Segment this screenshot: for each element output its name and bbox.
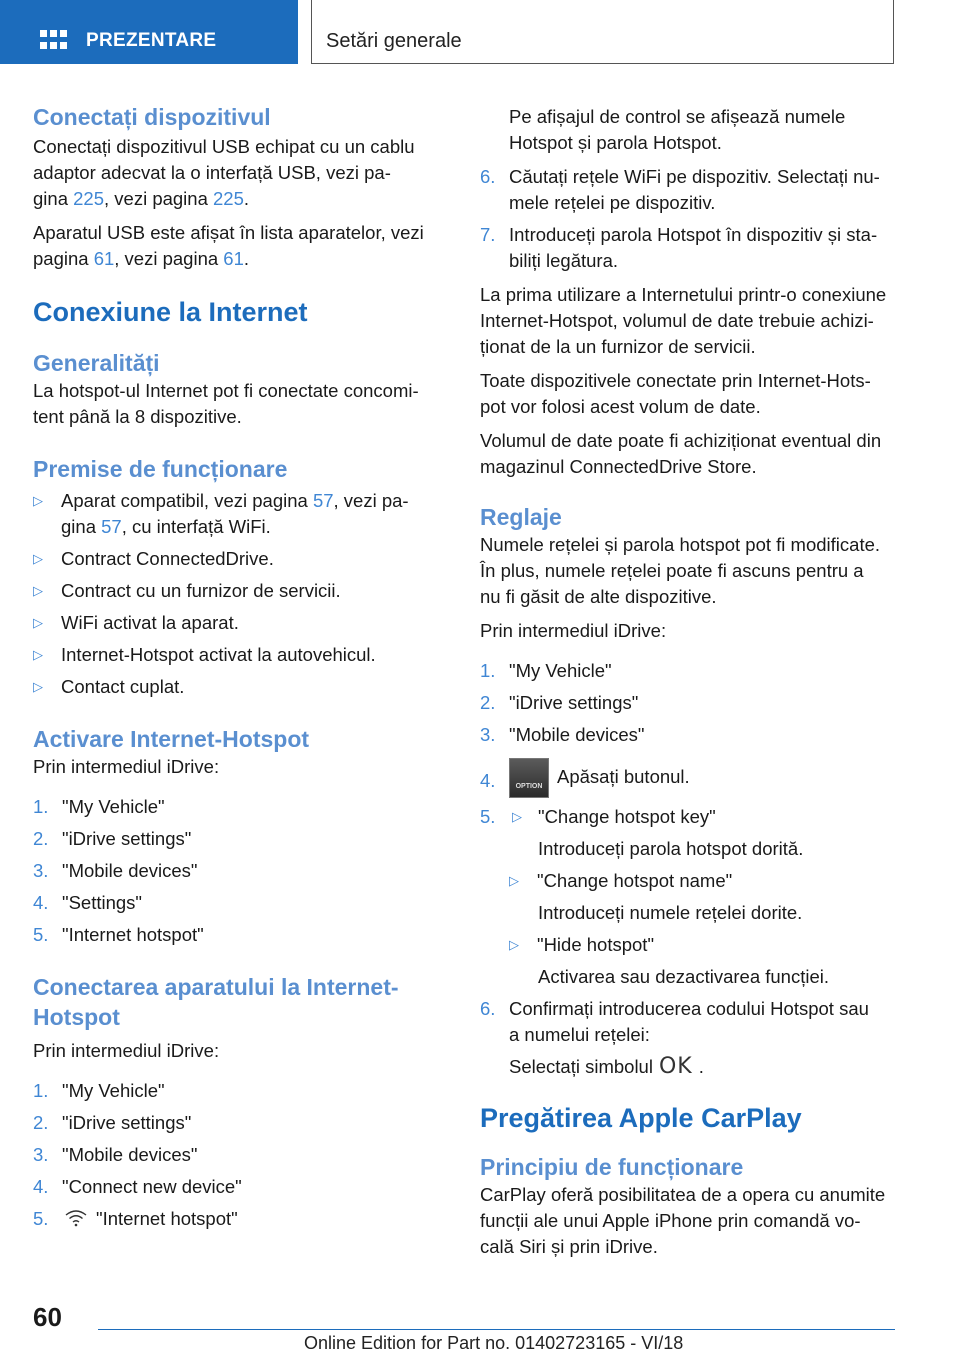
paragraph: Numele rețelei și parola hotspot pot fi modificate. În plus, numele rețelei poate fi ascuns pentru a nu fi găsit de alte dispozitive. bbox=[480, 534, 881, 607]
page-link[interactable]: 61 bbox=[93, 248, 115, 269]
list-item: ▷ Contract cu un furnizor de servicii. bbox=[33, 578, 443, 604]
list-item: 3. "Mobile devices" bbox=[33, 1144, 198, 1165]
triangle-bullet-icon: ▷ bbox=[33, 679, 43, 694]
paragraph: CarPlay oferă posibilitatea de a opera cu anumite funcții ale unui Apple iPhone prin comandă vo- cală Siri și prin iDrive. bbox=[480, 1184, 886, 1257]
list-item: ▷ Aparat compatibil, vezi pagina 57, vezi pa- gina 57, cu interfață WiFi. bbox=[33, 490, 409, 537]
list-item: ▷ WiFi activat la aparat. bbox=[33, 610, 443, 636]
list-item: ▷ "Hide hotspot" bbox=[509, 932, 900, 958]
heading-connect-device: Conectați dispozitivul bbox=[33, 104, 271, 130]
chapter-title: Setări generale bbox=[326, 30, 462, 52]
paragraph: Prin intermediul iDrive: bbox=[480, 620, 667, 641]
list-item: 6. Confirmați introducerea codului Hotspot sau a numelui rețelei: bbox=[480, 998, 869, 1045]
connect-steps bbox=[33, 1078, 443, 1232]
left-column bbox=[33, 100, 443, 1232]
ok-symbol-icon: OK bbox=[658, 1054, 693, 1079]
page-link[interactable]: 225 bbox=[73, 188, 104, 209]
list-item: 7. Introduceți parola Hotspot în dispozitiv și sta- biliți legătura. bbox=[480, 224, 878, 271]
heading-general: Generalități bbox=[33, 350, 160, 376]
triangle-bullet-icon: ▷ bbox=[509, 937, 519, 952]
paragraph: Activarea sau dezactivarea funcției. bbox=[538, 966, 830, 987]
list-item: 4. OPTION Apăsați butonul. bbox=[480, 758, 900, 798]
paragraph: Pe afișajul de control se afișează numele Hotspot și parola Hotspot. bbox=[509, 106, 846, 153]
list-item: 4. "Connect new device" bbox=[33, 1176, 242, 1197]
list-item: 5. "Internet hotspot" bbox=[33, 924, 204, 945]
paragraph: Introduceți parola hotspot dorită. bbox=[538, 838, 804, 859]
list-item: 5. "Internet hotspot" bbox=[33, 1208, 238, 1229]
list-item: 1. "My Vehicle" bbox=[33, 1080, 165, 1101]
right-column bbox=[480, 104, 900, 1260]
wifi-icon bbox=[64, 1208, 88, 1228]
list-item: ▷ Internet-Hotspot activat la autovehicul. bbox=[33, 642, 443, 668]
paragraph: Aparatul USB este afișat în lista aparatelor, vezi pagina 61, vezi pagina 61. bbox=[33, 222, 424, 269]
heading-internet-connection: Conexiune la Internet bbox=[33, 297, 308, 327]
section-label: PREZENTARE bbox=[86, 30, 217, 51]
triangle-bullet-icon: ▷ bbox=[33, 551, 43, 566]
page-link[interactable]: 225 bbox=[213, 188, 244, 209]
paragraph: Selectați simbolul OK . bbox=[509, 1054, 704, 1079]
list-item: 3. "Mobile devices" bbox=[33, 860, 198, 881]
confirm-step bbox=[480, 996, 900, 1048]
grid-menu-icon bbox=[40, 30, 68, 52]
prerequisites-list bbox=[33, 488, 443, 700]
sub-options bbox=[509, 932, 900, 958]
sub-options bbox=[509, 868, 900, 894]
paragraph: La prima utilizare a Internetului printr-o conexiune Internet-Hotspot, volumul de date trebuie achizi- ționat de la un furnizor de servicii. bbox=[480, 284, 887, 357]
page-link[interactable]: 57 bbox=[312, 490, 334, 511]
list-item: ▷ Contract ConnectedDrive. bbox=[33, 546, 443, 572]
list-item: 5. ▷ "Change hotspot key" bbox=[480, 804, 900, 830]
settings-steps bbox=[480, 658, 900, 830]
triangle-bullet-icon: ▷ bbox=[33, 493, 43, 508]
triangle-bullet-icon: ▷ bbox=[509, 873, 519, 888]
page-link[interactable]: 57 bbox=[101, 516, 122, 537]
heading-principle: Principiu de funcționare bbox=[480, 1154, 744, 1180]
heading-connect-to-hotspot: Conectarea aparatului la Internet- Hotspot bbox=[33, 974, 399, 1030]
triangle-bullet-icon: ▷ bbox=[33, 583, 43, 598]
list-item: 1. "My Vehicle" bbox=[480, 660, 612, 681]
heading-settings: Reglaje bbox=[480, 504, 562, 530]
continue-steps bbox=[480, 164, 900, 274]
list-item: ▷ "Change hotspot name" bbox=[509, 868, 900, 894]
paragraph: Introduceți numele rețelei dorite. bbox=[538, 902, 803, 923]
list-item: 6. Căutați rețele WiFi pe dispozitiv. Selectați nu- mele rețelei pe dispozitiv. bbox=[480, 166, 880, 213]
list-item: 4. "Settings" bbox=[33, 892, 142, 913]
paragraph: Prin intermediul iDrive: bbox=[33, 756, 220, 777]
list-item: 2. "iDrive settings" bbox=[33, 828, 192, 849]
activate-steps bbox=[33, 794, 443, 948]
heading-prerequisites: Premise de funcționare bbox=[33, 456, 288, 482]
paragraph: Prin intermediul iDrive: bbox=[33, 1040, 220, 1061]
chapter-header bbox=[311, 0, 894, 64]
page-number: 60 bbox=[33, 1302, 62, 1332]
list-item: 2. "iDrive settings" bbox=[33, 1112, 192, 1133]
page-link[interactable]: 61 bbox=[223, 248, 244, 269]
paragraph: La hotspot-ul Internet pot fi conectate concomi- tent până la 8 dispozitive. bbox=[33, 380, 419, 427]
footer-divider bbox=[98, 1329, 895, 1330]
section-tab[interactable] bbox=[0, 0, 298, 64]
triangle-bullet-icon: ▷ bbox=[512, 809, 522, 824]
list-item: 2. "iDrive settings" bbox=[480, 692, 639, 713]
paragraph: Conectați dispozitivul USB echipat cu un cablu adaptor adecvat la o interfață USB, vezi pa- gina 225, vezi pagina 225. bbox=[33, 136, 415, 209]
triangle-bullet-icon: ▷ bbox=[33, 647, 43, 662]
list-item: 3. "Mobile devices" bbox=[480, 724, 645, 745]
paragraph: Volumul de date poate fi achiziționat eventual din magazinul ConnectedDrive Store. bbox=[480, 430, 882, 477]
edition-note: Online Edition for Part no. 01402723165 - VI/18 bbox=[304, 1333, 684, 1353]
heading-carplay: Pregătirea Apple CarPlay bbox=[480, 1103, 802, 1133]
list-item: 1. "My Vehicle" bbox=[33, 796, 165, 817]
triangle-bullet-icon: ▷ bbox=[33, 615, 43, 630]
option-button-icon: OPTION bbox=[509, 758, 549, 798]
heading-activate-hotspot: Activare Internet-Hotspot bbox=[33, 726, 310, 752]
paragraph: Toate dispozitivele conectate prin Internet-Hots- pot vor folosi acest volum de date. bbox=[480, 370, 871, 417]
list-item: ▷ Contact cuplat. bbox=[33, 674, 443, 700]
